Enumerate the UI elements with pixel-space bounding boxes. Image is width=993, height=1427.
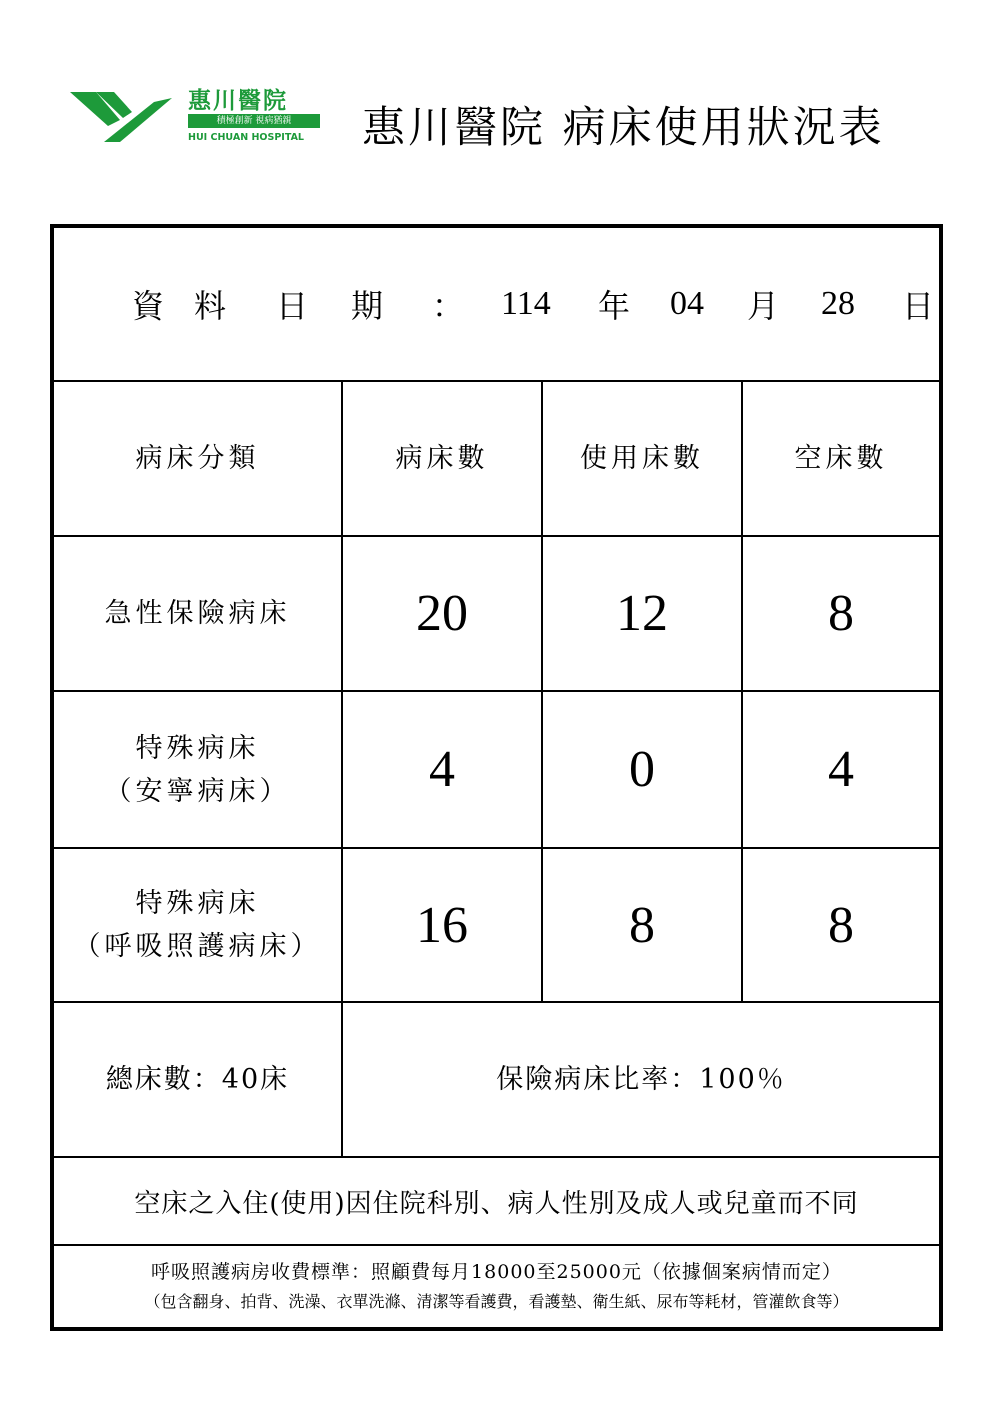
logo-name-en: HUI CHUAN HOSPITAL (188, 132, 304, 143)
total-beds: 總床數：40床 (53, 1002, 342, 1157)
hospital-logo (68, 84, 330, 150)
empty-beds-value: 4 (742, 691, 940, 848)
empty-beds-value: 8 (742, 848, 940, 1002)
date-row (53, 227, 940, 381)
logo-mark-icon (68, 86, 178, 148)
date-year-unit: 年 (598, 287, 631, 325)
header-category: 病床分類 (53, 381, 342, 536)
fee-standard: 呼吸照護病房收費標準：照顧費每月18000至25000元（依據個案病情而定） (151, 1260, 842, 1283)
logo-name-cn: 惠川醫院 (188, 88, 288, 114)
used-beds-value: 12 (542, 536, 742, 691)
header-empty-beds: 空床數 (742, 381, 940, 536)
header-bed-count: 病床數 (342, 381, 542, 536)
empty-beds-value: 8 (742, 536, 940, 691)
header-used-beds: 使用床數 (542, 381, 742, 536)
logo-motto: 積極創新 視病猶親 (188, 114, 320, 128)
insurance-bed-ratio: 保險病床比率：100％ (342, 1002, 940, 1157)
bed-status-table (50, 224, 943, 1331)
empty-bed-note: 空床之入住(使用)因住院科別、病人性別及成人或兒童而不同 (53, 1157, 940, 1245)
table-row-label: 特殊病床 （呼吸照護病床） (53, 848, 342, 1002)
bed-count-value: 16 (342, 848, 542, 1002)
date-label-char: 期 (351, 287, 384, 325)
date-label-char: 日 (276, 287, 309, 325)
date-year: 114 (501, 285, 551, 322)
date-colon: ： (432, 287, 465, 325)
date-label-char: 資 (132, 287, 165, 325)
bed-count-value: 20 (342, 536, 542, 691)
date-month: 04 (670, 285, 704, 322)
fee-inclusions: （包含翻身、拍背、洗澡、衣單洗滌、清潔等看護費，看護墊、衛生紙、尿布等耗材，管灌飲食等） (144, 1291, 849, 1311)
used-beds-value: 8 (542, 848, 742, 1002)
date-month-unit: 月 (747, 287, 780, 325)
table-row-label: 特殊病床 （安寧病床） (53, 691, 342, 848)
fee-note (53, 1245, 940, 1328)
date-day: 28 (821, 285, 855, 322)
table-row-label: 急性保險病床 (53, 536, 342, 691)
date-label-char: 料 (194, 287, 227, 325)
bed-count-value: 4 (342, 691, 542, 848)
used-beds-value: 0 (542, 691, 742, 848)
date-day-unit: 日 (902, 287, 935, 325)
document-title: 惠川醫院 病床使用狀況表 (362, 103, 885, 153)
